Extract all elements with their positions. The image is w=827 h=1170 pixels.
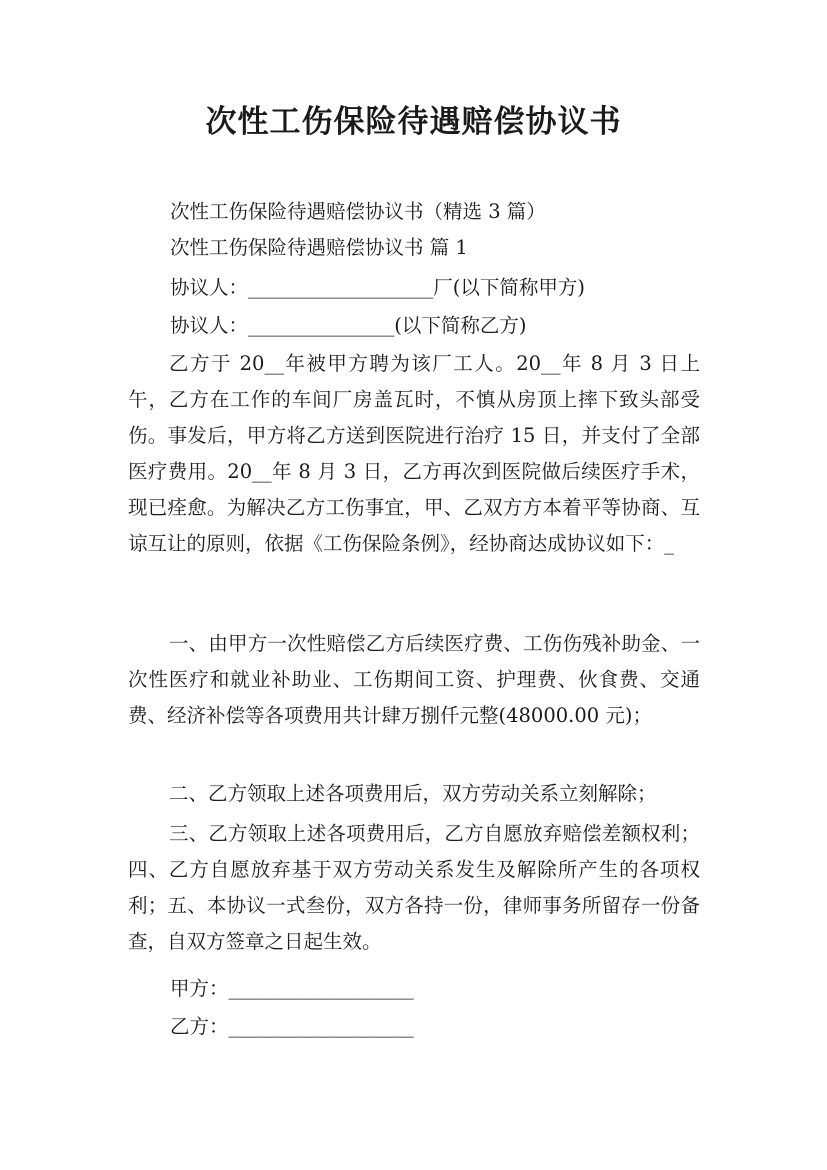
document-subtitle: 次性工伤保险待遇赔偿协议书（精选 3 篇）: [170, 200, 546, 223]
body-paragraph-4: 三、乙方领取上述各项费用后，乙方自愿放弃赔偿差额权利；四、乙方自愿放弃基于双方劳动关系发生及解除所产生的各项权利；五、本协议一式叁份，双方各持一份，律师事务所留存一份备查，自双方签章之日起生效。: [128, 822, 700, 953]
section-heading: 次性工伤保险待遇赔偿协议书 篇 1: [170, 236, 468, 259]
signature-party-a: 甲方：___________________: [170, 977, 414, 1000]
body-paragraph-1: 乙方于 20__年被甲方聘为该厂工人。20__年 8 月 3 日上午，乙方在工作的车间厂房盖瓦时，不慎从房顶上摔下致头部受伤。事发后，甲方将乙方送到医院进行治疗 15 日，并支付了全部医疗费用。20__年 8 月 3 日，乙方再次到医院做后续医疗手术，现已痊愈。为解决乙方工伤事宜，甲、乙双方方本着平等协商、互谅互让的原则，依据《工伤保险条例》，经协商达成协议如下：_: [128, 352, 700, 555]
body-paragraph-2: 一、由甲方一次性赔偿乙方后续医疗费、工伤伤残补助金、一次性医疗和就业补助业、工伤期间工资、护理费、伙食费、交通费、经济补偿等各项费用共计肆万捌仟元整(48000.00 元)；: [128, 632, 700, 727]
body-paragraph-3: 二、乙方领取上述各项费用后，双方劳动关系立刻解除；: [169, 782, 657, 805]
party-a-line: 协议人：___________________厂(以下简称甲方): [170, 276, 585, 299]
signature-party-b: 乙方：___________________: [170, 1015, 414, 1038]
document-title: 次性工伤保险待遇赔偿协议书: [205, 104, 622, 140]
party-b-line: 协议人：_______________(以下简称乙方): [170, 314, 527, 337]
